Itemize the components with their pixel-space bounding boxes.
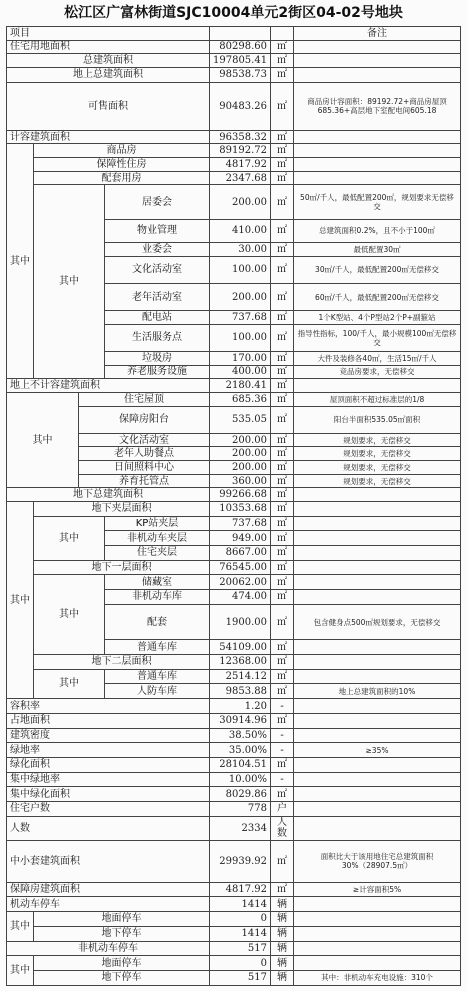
table-row	[7, 926, 461, 941]
row-note: 其中：非机动车充电设施：310个	[294, 970, 461, 985]
row-unit: ㎡	[271, 392, 294, 406]
table-row	[7, 669, 461, 684]
row-note: 规划要求，无偿移交	[294, 447, 461, 461]
row-value: 535.05	[210, 406, 271, 433]
row-note	[294, 757, 461, 772]
row-unit: 辆	[271, 912, 294, 927]
table-row	[7, 171, 461, 185]
row-value: 89192.72	[210, 144, 271, 158]
category-cell: 其中	[34, 575, 105, 655]
row-value: 2180.41	[210, 379, 271, 393]
category-cell: 其中	[34, 185, 105, 379]
table-row	[7, 130, 461, 144]
row-value: 1900.00	[210, 604, 271, 640]
row-unit: ㎡	[271, 757, 294, 772]
table-row	[7, 882, 461, 897]
row-label: 文化活动室	[105, 256, 210, 283]
row-unit: -	[271, 772, 294, 787]
row-label: 地面停车	[34, 956, 210, 971]
row-value: 200.00	[210, 433, 271, 447]
row-value: 170.00	[210, 352, 271, 366]
table-row	[7, 941, 461, 956]
row-unit: 辆	[271, 926, 294, 941]
row-note	[294, 590, 461, 605]
row-label: 日间照料中心	[79, 461, 210, 475]
row-note	[294, 379, 461, 393]
row-unit: ㎡	[271, 516, 294, 531]
row-label: 集中绿地率	[7, 772, 210, 787]
row-label: 中小套建筑面积	[7, 840, 210, 882]
row-unit: ㎡	[271, 171, 294, 185]
row-note	[294, 575, 461, 590]
table-row	[7, 801, 461, 816]
row-value: 200.00	[210, 447, 271, 461]
row-value: 778	[210, 801, 271, 816]
row-note	[294, 531, 461, 546]
table-row	[7, 67, 461, 82]
row-note: 指导性指标，100/千人，最小规模100㎡无偿移交	[294, 324, 461, 351]
row-label: 配电站	[105, 311, 210, 325]
table-row	[7, 54, 461, 68]
row-label: 非机动车夹层	[105, 531, 210, 546]
row-label: 地上总建筑面积	[7, 67, 210, 82]
row-unit: ㎡	[271, 604, 294, 640]
row-label: 人防车库	[105, 684, 210, 699]
row-note: 面积比大于该用地住宅总建筑面积30%（28907.5㎡）	[294, 840, 461, 882]
header-note: 备注	[294, 27, 461, 41]
header-unit	[271, 27, 294, 41]
row-note: 规划要求，无偿移交	[294, 461, 461, 475]
row-unit: ㎡	[271, 447, 294, 461]
row-label: 机动车停车	[7, 897, 210, 912]
row-unit: ㎡	[271, 640, 294, 655]
row-unit: ㎡	[271, 684, 294, 699]
row-note	[294, 516, 461, 531]
row-note: 大件及装修各40㎡，生活15㎡/千人	[294, 352, 461, 366]
row-label: 垃圾房	[105, 352, 210, 366]
row-note: ≥35%	[294, 743, 461, 758]
category-cell: 其中	[7, 956, 34, 986]
table-row	[7, 185, 461, 220]
row-value: 4817.92	[210, 882, 271, 897]
row-label: 保障性住房	[34, 158, 210, 172]
row-value: 2514.12	[210, 669, 271, 684]
header-row	[7, 27, 461, 41]
row-note	[294, 501, 461, 516]
row-note: ≥计容面积5%	[294, 882, 461, 897]
row-unit: ㎡	[271, 669, 294, 684]
row-unit: ㎡	[271, 54, 294, 68]
sheet-title: 松江区广富林街道SJC10004单元2街区04-02号地块	[64, 5, 403, 21]
row-unit: -	[271, 728, 294, 743]
row-value: 400.00	[210, 365, 271, 379]
row-label: 生活服务点	[105, 324, 210, 351]
row-note	[294, 655, 461, 670]
table-row	[7, 897, 461, 912]
table-row	[7, 655, 461, 670]
row-note: 50㎡/千人，最低配置200㎡，规划要求无偿移交	[294, 185, 461, 220]
row-unit: ㎡	[271, 243, 294, 257]
row-label: 地下停车	[34, 926, 210, 941]
row-note	[294, 67, 461, 82]
row-unit: ㎡	[271, 787, 294, 802]
row-note	[294, 488, 461, 502]
row-label: 地面停车	[34, 912, 210, 927]
row-unit: ㎡	[271, 655, 294, 670]
row-note	[294, 40, 461, 54]
row-note	[294, 699, 461, 714]
table-row	[7, 560, 461, 575]
row-note: 60㎡/千人，最低配置200㎡无偿移交	[294, 283, 461, 310]
row-label: 住宅用地面积	[7, 40, 210, 54]
row-unit: ㎡	[271, 144, 294, 158]
row-label: 地下一层面积	[34, 560, 210, 575]
table-row	[7, 40, 461, 54]
header-value	[210, 27, 271, 41]
row-unit: ㎡	[271, 488, 294, 502]
row-note	[294, 926, 461, 941]
row-note: 1个K型站、4个P型站2个P+副箍站	[294, 311, 461, 325]
row-label: 老年人助餐点	[79, 447, 210, 461]
row-note	[294, 956, 461, 971]
row-note	[294, 54, 461, 68]
row-unit: ㎡	[271, 840, 294, 882]
row-note	[294, 897, 461, 912]
row-note	[294, 158, 461, 172]
row-value: 30.00	[210, 243, 271, 257]
row-label: 地下总建筑面积	[7, 488, 210, 502]
row-label: 保障房阳台	[79, 406, 210, 433]
row-label: 养老服务设施	[105, 365, 210, 379]
row-label: 文化活动室	[79, 433, 210, 447]
row-value: 35.00%	[210, 743, 271, 758]
row-label: 普通车库	[105, 669, 210, 684]
row-label: 普通车库	[105, 640, 210, 655]
row-label: 老年活动室	[105, 283, 210, 310]
row-label: KP站夹层	[105, 516, 210, 531]
row-note: 30㎡/千人，最低配置200㎡无偿移交	[294, 256, 461, 283]
row-unit: -	[271, 743, 294, 758]
row-unit: 辆	[271, 970, 294, 985]
row-unit: ㎡	[271, 158, 294, 172]
row-label: 地下停车	[34, 970, 210, 985]
row-note: 竞品房要求，无偿移交	[294, 365, 461, 379]
table-row	[7, 787, 461, 802]
row-note: 阳台半面积535.05㎡面积	[294, 406, 461, 433]
row-unit: ㎡	[271, 352, 294, 366]
row-value: 685.36	[210, 392, 271, 406]
row-value: 10353.68	[210, 501, 271, 516]
row-unit: ㎡	[271, 474, 294, 488]
row-label: 地上不计容建筑面积	[7, 379, 210, 393]
header-item: 项目	[7, 27, 210, 41]
row-unit: ㎡	[271, 256, 294, 283]
table-row	[7, 488, 461, 502]
row-value: 517	[210, 970, 271, 985]
row-label: 商品房	[34, 144, 210, 158]
row-value: 517	[210, 941, 271, 956]
row-label: 物业管理	[105, 219, 210, 242]
row-value: 8667.00	[210, 546, 271, 561]
row-unit: ㎡	[271, 406, 294, 433]
row-unit: ㎡	[271, 546, 294, 561]
table-row	[7, 956, 461, 971]
indicator-table	[6, 26, 461, 986]
table-row	[7, 728, 461, 743]
row-note: 地上总建筑面积的10%	[294, 684, 461, 699]
row-value: 28104.51	[210, 757, 271, 772]
row-value: 360.00	[210, 474, 271, 488]
row-label: 容积率	[7, 699, 210, 714]
row-note	[294, 546, 461, 561]
row-value: 1414	[210, 926, 271, 941]
row-value: 100.00	[210, 324, 271, 351]
table-row	[7, 743, 461, 758]
row-note	[294, 772, 461, 787]
row-note: 商品房计容面积：89192.72+商品房屋顶685.36+高层地下室配电间605.18	[294, 82, 461, 130]
row-label: 居委会	[105, 185, 210, 220]
row-unit: ㎡	[271, 501, 294, 516]
row-note: 包含健身点500㎡规划要求，无偿移交	[294, 604, 461, 640]
row-note	[294, 941, 461, 956]
row-unit: ㎡	[271, 575, 294, 590]
row-value: 80298.60	[210, 40, 271, 54]
row-value: 197805.41	[210, 54, 271, 68]
table-row	[7, 699, 461, 714]
table-row	[7, 912, 461, 927]
row-value: 474.00	[210, 590, 271, 605]
table-row	[7, 970, 461, 985]
table-row	[7, 379, 461, 393]
row-value: 99266.68	[210, 488, 271, 502]
row-label: 可售面积	[7, 82, 210, 130]
row-label: 绿化面积	[7, 757, 210, 772]
data-sheet	[6, 26, 460, 986]
row-unit: ㎡	[271, 67, 294, 82]
row-value: 12368.00	[210, 655, 271, 670]
row-unit: ㎡	[271, 130, 294, 144]
row-note	[294, 912, 461, 927]
row-note: 屋顶面积不超过标准层的1/8	[294, 392, 461, 406]
row-value: 1414	[210, 897, 271, 912]
row-value: 76545.00	[210, 560, 271, 575]
row-unit: 户	[271, 801, 294, 816]
row-value: 54109.00	[210, 640, 271, 655]
row-value: 2347.68	[210, 171, 271, 185]
table-row	[7, 144, 461, 158]
row-label: 配套	[105, 604, 210, 640]
row-label: 住宅户数	[7, 801, 210, 816]
row-value: 200.00	[210, 185, 271, 220]
row-unit: -	[271, 699, 294, 714]
row-value: 200.00	[210, 461, 271, 475]
row-value: 96358.32	[210, 130, 271, 144]
row-value: 737.68	[210, 311, 271, 325]
row-unit: ㎡	[271, 365, 294, 379]
table-row	[7, 840, 461, 882]
table-row	[7, 392, 461, 406]
row-note: 规划要求，无偿移交	[294, 474, 461, 488]
row-unit: ㎡	[271, 590, 294, 605]
row-label: 储藏室	[105, 575, 210, 590]
row-note	[294, 728, 461, 743]
row-label: 地下二层面积	[34, 655, 210, 670]
category-cell: 其中	[34, 516, 105, 560]
table-row	[7, 575, 461, 590]
row-unit: 人数	[271, 816, 294, 840]
row-note	[294, 801, 461, 816]
row-label: 计容建筑面积	[7, 130, 210, 144]
row-value: 949.00	[210, 531, 271, 546]
table-row	[7, 158, 461, 172]
row-label: 住宅夹层	[105, 546, 210, 561]
row-note	[294, 640, 461, 655]
category-cell: 其中	[7, 392, 79, 487]
row-label: 人数	[7, 816, 210, 840]
table-row	[7, 816, 461, 840]
row-note	[294, 144, 461, 158]
row-label: 业委会	[105, 243, 210, 257]
row-unit: ㎡	[271, 40, 294, 54]
category-cell: 其中	[7, 144, 34, 379]
row-unit: 辆	[271, 941, 294, 956]
row-label: 占地面积	[7, 713, 210, 728]
table-row	[7, 713, 461, 728]
row-value: 98538.73	[210, 67, 271, 82]
table-row	[7, 757, 461, 772]
row-value: 29939.92	[210, 840, 271, 882]
row-unit: ㎡	[271, 531, 294, 546]
row-label: 住宅屋顶	[79, 392, 210, 406]
table-row	[7, 772, 461, 787]
category-cell: 其中	[7, 501, 34, 698]
table-row	[7, 501, 461, 516]
row-value: 9853.88	[210, 684, 271, 699]
row-value: 30914.96	[210, 713, 271, 728]
row-value: 1.20	[210, 699, 271, 714]
row-label: 绿地率	[7, 743, 210, 758]
row-unit: ㎡	[271, 185, 294, 220]
row-note: 总建筑面积0.2%，且不小于100㎡	[294, 219, 461, 242]
row-unit: 辆	[271, 956, 294, 971]
row-label: 保障房建筑面积	[7, 882, 210, 897]
row-value: 0	[210, 912, 271, 927]
row-note: 规划要求，无偿移交	[294, 433, 461, 447]
row-unit: ㎡	[271, 461, 294, 475]
row-note	[294, 816, 461, 840]
row-label: 地下夹层面积	[34, 501, 210, 516]
row-unit: ㎡	[271, 433, 294, 447]
row-value: 0	[210, 956, 271, 971]
row-unit: ㎡	[271, 82, 294, 130]
row-label: 建筑密度	[7, 728, 210, 743]
row-value: 10.00%	[210, 772, 271, 787]
row-unit: 辆	[271, 897, 294, 912]
row-label: 非机动车库	[105, 590, 210, 605]
row-value: 410.00	[210, 219, 271, 242]
row-value: 20062.00	[210, 575, 271, 590]
row-unit: ㎡	[271, 379, 294, 393]
row-value: 2334	[210, 816, 271, 840]
row-label: 集中绿化面积	[7, 787, 210, 802]
row-unit: ㎡	[271, 560, 294, 575]
row-unit: ㎡	[271, 713, 294, 728]
row-note	[294, 130, 461, 144]
table-row	[7, 82, 461, 130]
row-note	[294, 787, 461, 802]
row-value: 38.50%	[210, 728, 271, 743]
row-value: 200.00	[210, 283, 271, 310]
row-value: 737.68	[210, 516, 271, 531]
row-unit: ㎡	[271, 219, 294, 242]
row-value: 8029.86	[210, 787, 271, 802]
row-label: 配套用房	[34, 171, 210, 185]
table-row	[7, 516, 461, 531]
row-label: 总建筑面积	[7, 54, 210, 68]
row-unit: ㎡	[271, 283, 294, 310]
row-note	[294, 560, 461, 575]
row-unit: ㎡	[271, 311, 294, 325]
row-value: 90483.26	[210, 82, 271, 130]
row-note	[294, 171, 461, 185]
row-note	[294, 713, 461, 728]
category-cell: 其中	[34, 669, 105, 698]
row-label: 养育托管点	[79, 474, 210, 488]
category-cell: 其中	[7, 912, 34, 941]
row-note	[294, 669, 461, 684]
row-value: 100.00	[210, 256, 271, 283]
row-value: 4817.92	[210, 158, 271, 172]
row-label: 非机动车停车	[7, 941, 210, 956]
row-unit: ㎡	[271, 324, 294, 351]
row-unit: ㎡	[271, 882, 294, 897]
row-note: 最低配置30㎡	[294, 243, 461, 257]
